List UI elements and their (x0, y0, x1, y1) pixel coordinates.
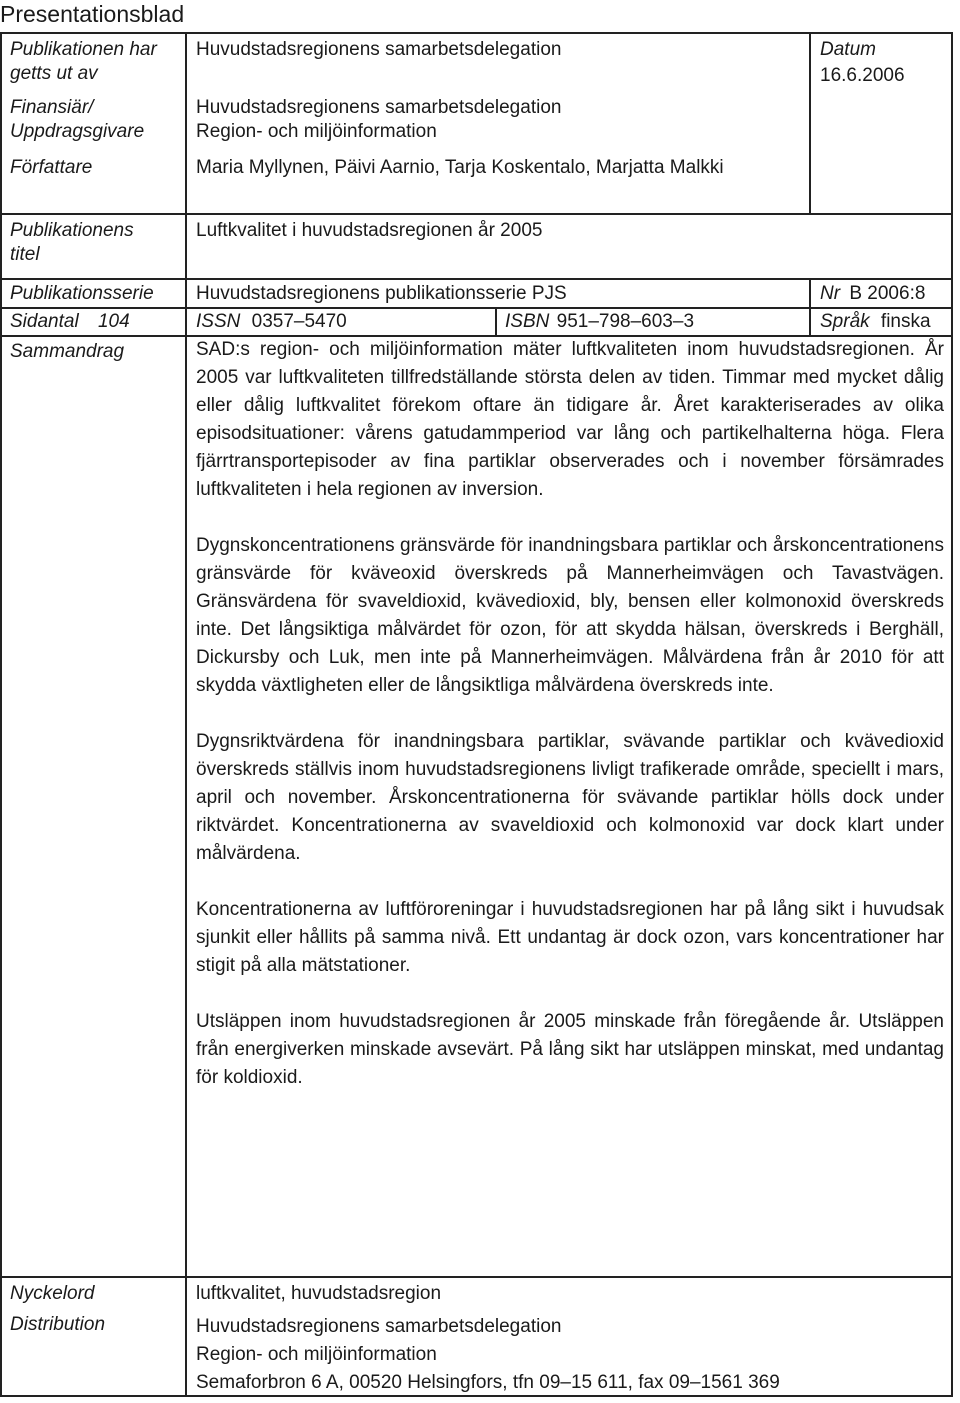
issn-field (196, 310, 347, 334)
financier-label: Finansiär/ Uppdragsgivare (10, 97, 145, 142)
summary-paragraph: Koncentrationerna av luftföroreningar i huvudstadsregionen har på lång sikt i huvudsak sjunkit eller hållits på samma nivå. Ett undantag är dock ozon, vars koncentrationer har stigit på alla mätstationer. (196, 899, 944, 976)
language-field (820, 310, 931, 334)
series-number (820, 282, 925, 306)
published-by-label: Publikationen har getts ut av (10, 39, 157, 84)
nr-column-line (809, 278, 811, 337)
language-value: finska (880, 311, 931, 332)
page-title: Presentationsblad (0, 1, 185, 27)
distribution-value: Huvudstadsregionens samarbetsdelegation Region- och miljöinformation Semaforbron 6 A, 00520 Helsingfors, tfn 09–15 611, fax 09–1561 369 (196, 1316, 780, 1393)
language-label: Språk (820, 311, 870, 332)
label-column-line (185, 32, 187, 1397)
frame-left-line (0, 32, 2, 1397)
distribution-label: Distribution (10, 1314, 106, 1335)
frame-right-line (951, 32, 953, 1397)
issn-value: 0357–5470 (251, 311, 347, 332)
summary-paragraph: Utsläppen inom huvudstadsregionen år 2005 minskade från föregående år. Utsläppen från energiverken minskade avsevärt. På lång sikt har utsläppen minskat, med undantag för koldioxid. (196, 1011, 944, 1088)
series-label: Publikationsserie (10, 283, 154, 304)
date-column-line (809, 32, 811, 215)
isbn-field (505, 310, 694, 334)
summary-paragraph: Dygnskoncentrationens gränsvärde för inandningsbara partiklar och årskoncentrationens gränsvärde för kväveoxid överskreds på Mannerheimvägen och Tavastvägen. Gränsvärdena för svaveldioxid, kvävedioxid, bly, bensen eller kolmonoxid överskreds inte. Det långsiktiga målvärdet för ozon, för att skydda hälsan, överskreds i Berghäll, Dickursby och Luk, men inte på Mannerheimvägen. Målvärdena från år 2010 för att skydda växtligheten eller de långsiktliga målvärdena överskreds inte. (196, 535, 944, 696)
date-value: 16.6.2006 (820, 65, 905, 86)
published-by-value: Huvudstadsregionens samarbetsdelegation (196, 39, 562, 60)
series-number-value: B 2006:8 (849, 283, 926, 304)
series-number-label: Nr (820, 283, 841, 304)
pages-value: 104 (97, 311, 130, 332)
pages-label: Sidantal (10, 311, 79, 332)
summary-text (196, 336, 944, 1120)
financier-value: Huvudstadsregionens samarbetsdelegation Region- och miljöinformation (196, 97, 562, 142)
line-after-summary (0, 1276, 953, 1278)
summary-label: Sammandrag (10, 341, 125, 362)
date-label: Datum (820, 39, 876, 60)
keywords-label: Nyckelord (10, 1283, 95, 1304)
publication-title-label: Publikationens titel (10, 220, 134, 265)
publication-title-value: Luftkvalitet i huvudstadsregionen år 2005 (196, 220, 543, 241)
isbn-label: ISBN (505, 311, 550, 332)
pages-field (10, 310, 130, 334)
summary-paragraph: Dygnsriktvärdena för inandningsbara partiklar, svävande partiklar och kvävedioxid överskreds ställvis inom huvudstadsregionens livligt trafikerade område, speciellt i mars, april och november. Årskoncentrationerna för svävande partiklar hölls dock under riktvärdet. Koncentrationerna av svaveldioxid och kolmonoxid var dock klart under målvärdena. (196, 731, 944, 864)
author-label: Författare (10, 157, 93, 178)
series-value: Huvudstadsregionens publikationsserie PJS (196, 283, 567, 304)
isbn-column-line (495, 307, 497, 337)
author-value: Maria Myllynen, Päivi Aarnio, Tarja Koskentalo, Marjatta Malkki (196, 157, 724, 178)
isbn-value: 951–798–603–3 (556, 311, 695, 332)
issn-label: ISSN (196, 311, 241, 332)
summary-paragraph: SAD:s region- och miljöinformation mäter luftkvaliteten inom huvudstadsregionen. År 2005 var luftkvaliteten tillfredställande största delen av tiden. Timmar med mycket dålig eller dålig luftkvalitet förekom oftare än tidigare år. Året karakteriserades av olika episodsituationer: vårens gatudammperiod var lång och partikelhalterna höga. Flera fjärrtransportepisoder av fina partiklar observerades och i november försämrades luftkvaliteten i hela regionen av inversion. (196, 339, 944, 500)
keywords-value: luftkvalitet, huvudstadsregion (196, 1283, 442, 1304)
